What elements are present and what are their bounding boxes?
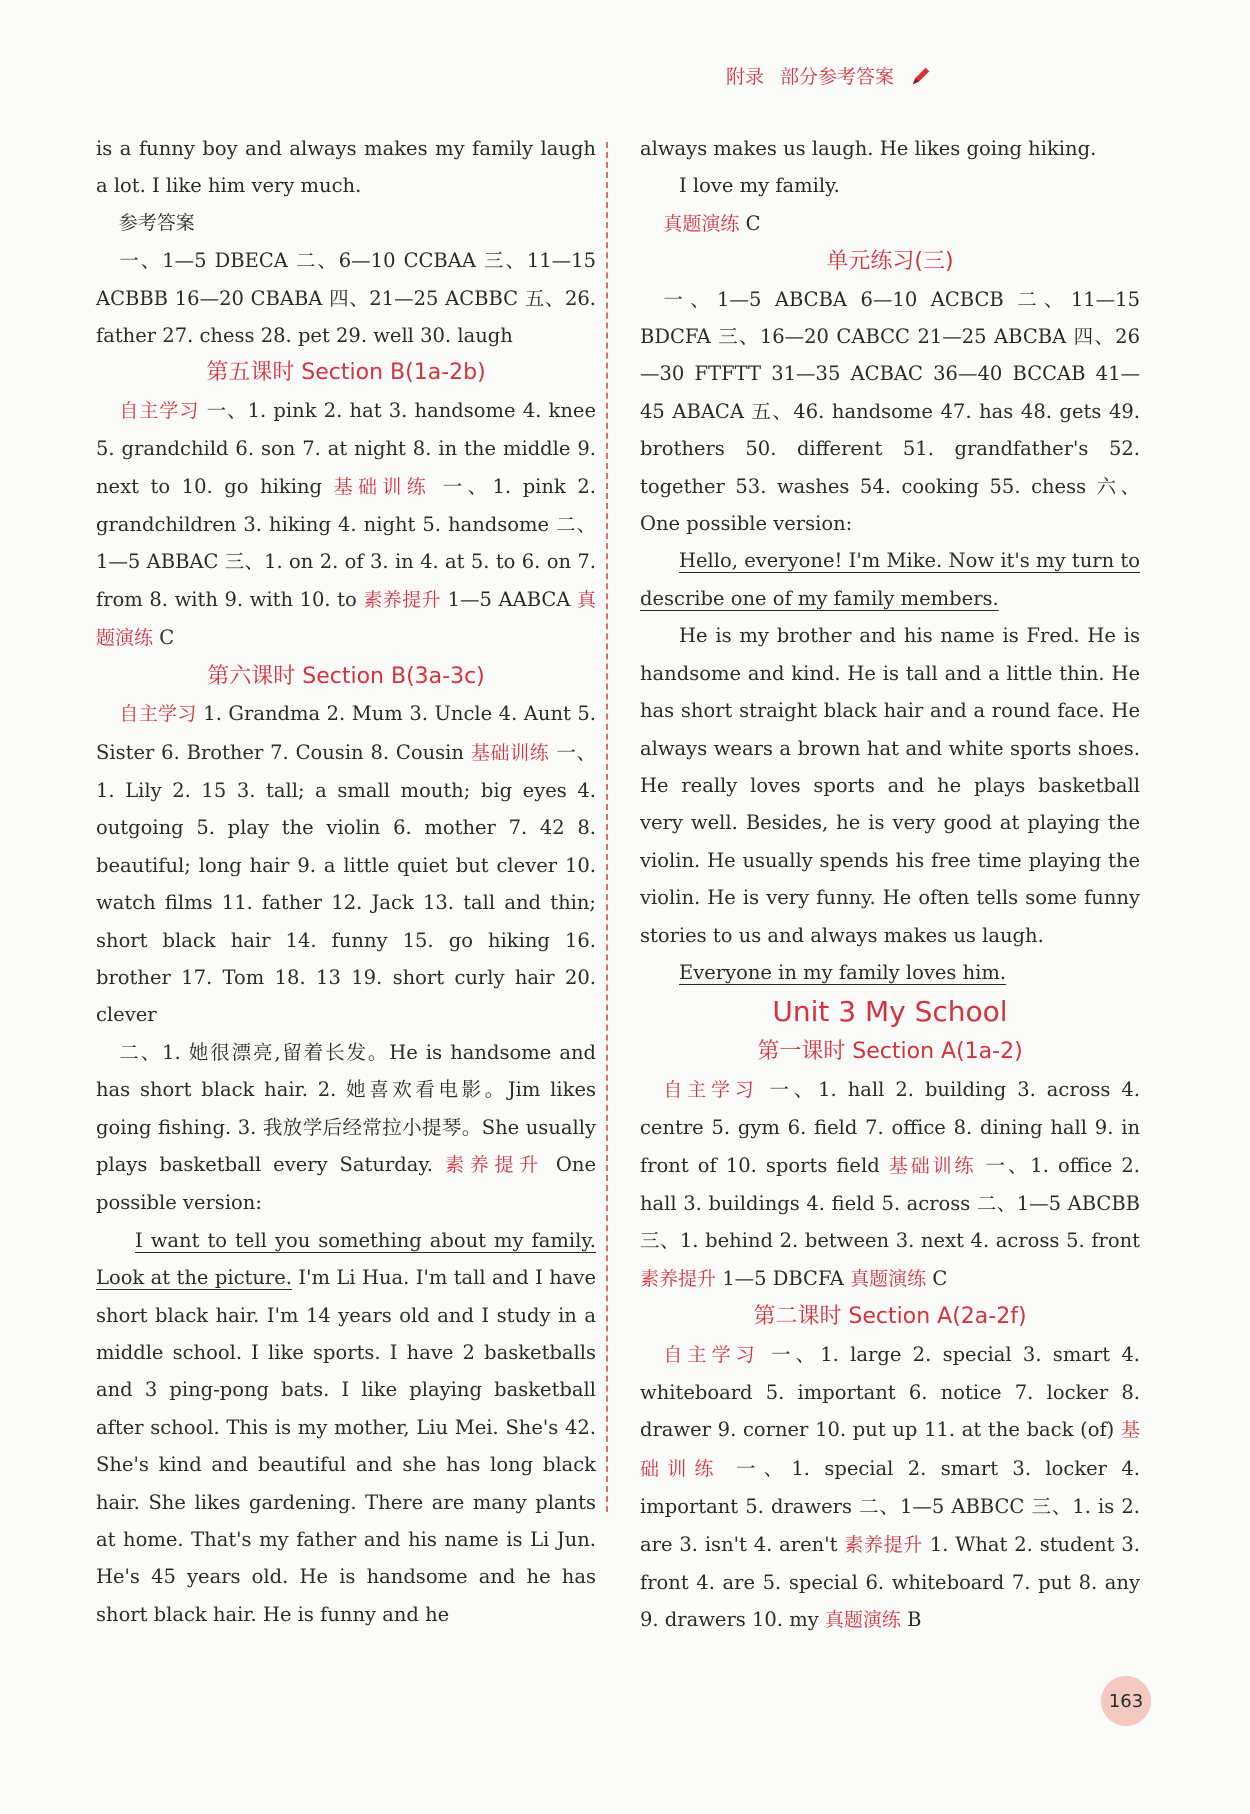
section6-translation — [96, 1034, 596, 1222]
page-number: 163 — [1101, 1676, 1151, 1726]
section6-translation-text: 二、1. 她很漂亮,留着长发。He is handsome and has short black hair. 2. 她喜欢看电影。Jim likes going fishing. 3. 我放学后经常拉小提琴。She usually plays basketball every Saturday. — [96, 1040, 596, 1176]
tag-exam-practice: 真题演练 — [663, 212, 740, 235]
right-love: I love my family. — [679, 174, 840, 198]
column-divider — [606, 142, 608, 1512]
right-intro: always makes us laugh. He likes going hiking. — [640, 137, 1097, 160]
left-essay-text: I'm Li Hua. I'm tall and I have short black hair. I'm 14 years old and I study in a middle school. I like sports. I have 2 basketballs and 3 ping-pong bats. I like playing basketball after school. This is my mother, Liu Mei. She's 42. She's kind and beautiful and she has long black hair. She likes gardening. There are many plants at home. That's my father and his name is Li Jun. He's 45 years old. He is handsome and he has short black hair. He is funny and he — [96, 1266, 596, 1626]
tag-basic-training: 基础训练 — [888, 1154, 977, 1177]
tag-exam-practice: 真题演练 — [824, 1609, 901, 1632]
right-exam-answer: C — [745, 211, 761, 235]
tag-basic-training: 基础训练 — [333, 475, 432, 498]
tag-self-study: 自主学习 — [663, 1343, 760, 1366]
ref-answer-title: 参考答案 — [118, 211, 195, 234]
tag-literacy: 素养提升 — [844, 1533, 923, 1556]
s2-self-study: 一、1. large 2. special 3. smart 4. whiteboard 5. important 6. notice 7. locker 8. drawer 9. corner 10. put up 11. at the back (of) — [640, 1342, 1140, 1442]
section5-exam: C — [159, 626, 175, 650]
s1-title: 第一课时 Section A(1a-2) — [757, 1039, 1023, 1065]
section6-body — [96, 695, 596, 1034]
page-header — [726, 62, 932, 89]
s1-body — [640, 1071, 1140, 1298]
tag-exam-practice: 真题演练 — [96, 588, 597, 650]
tag-literacy: 素养提升 — [444, 1153, 544, 1176]
unit-practice-title: 单元练习(三) — [826, 249, 954, 275]
right-essay-intro: Hello, everyone! I'm Mike. Now it's my turn to describe one of my family members. — [640, 549, 1140, 610]
header-title: 部分参考答案 — [779, 66, 894, 88]
tag-literacy: 素养提升 — [640, 1267, 717, 1290]
tag-self-study: 自主学习 — [119, 703, 197, 726]
s1-basic: 一、1. office 2. hall 3. buildings 4. field 5. across 二、1—5 ABCBB 三、1. behind 2. between 3. next 4. across 5. front — [640, 1153, 1140, 1253]
section5-basic: 一、1. pink 2. grandchildren 3. hiking 4. night 5. handsome 二、1—5 ABBAC 三、1. on 2. of 3. in 4. at 5. to 6. on 7. from 8. with 9. with 10. to — [96, 474, 596, 611]
s2-exam: B — [907, 1608, 922, 1632]
tag-literacy: 素养提升 — [363, 588, 442, 611]
right-essay-text: He is my brother and his name is Fred. He is handsome and kind. He is tall and a little thin. He has short straight black hair and a round face. He always wears a brown hat and white sports shoes. He really loves sports and he plays basketball very well. Besides, he is very good at playing the violin. He usually spends his free time playing the violin. He is very funny. He often tells some funny stories to us and always makes us laugh. — [640, 624, 1140, 947]
left-intro: is a funny boy and always makes my family laugh a lot. I like him very much. — [96, 137, 596, 198]
tag-self-study: 自主学习 — [119, 399, 200, 422]
section5-self-study: 一、1. pink 2. hat 3. handsome 4. knee 5. grandchild 6. son 7. at night 8. in the middle 9. next to 10. go hiking — [96, 398, 596, 498]
tag-basic-training: 基础训练 — [640, 1419, 1140, 1480]
section5-body — [96, 392, 596, 658]
s2-basic: 一、1. special 2. smart 3. locker 4. important 5. drawers 二、1—5 ABBCC 三、1. is 2. are 3. isn't 4. aren't — [640, 1456, 1140, 1556]
section6-self-study: 1. Grandma 2. Mum 3. Uncle 4. Aunt 5. Sister 6. Brother 7. Cousin 8. Cousin — [96, 702, 596, 764]
pen-icon — [910, 65, 932, 87]
right-essay-end: Everyone in my family loves him. — [679, 960, 1007, 984]
tag-basic-training: 基础训练 — [470, 741, 550, 764]
s2-literacy: 1. What 2. student 3. front 4. are 5. special 6. whiteboard 7. put 8. any 9. drawers 10. my — [640, 1532, 1140, 1632]
s1-self-study: 一、1. hall 2. building 3. across 4. centre 5. gym 6. field 7. office 8. dining hall 9. in front of 10. sports field — [640, 1077, 1141, 1177]
section5-literacy: 1—5 AABCA — [447, 587, 571, 611]
tag-self-study: 自主学习 — [663, 1078, 759, 1101]
right-exam — [640, 205, 1140, 243]
left-column — [96, 130, 596, 1633]
section5-title: 第五课时 Section B(1a-2b) — [206, 360, 486, 386]
section6-basic: 一、1. Lily 2. 15 3. tall; a small mouth; big eyes 4. outgoing 5. play the violin 6. mother 7. 42 8. beautiful; long hair 9. a little quiet but clever 10. watch films 11. father 12. Jack 13. tall and thin; short black hair 14. funny 15. go hiking 16. brother 17. Tom 18. 13 19. short curly hair 20. clever — [96, 740, 596, 1027]
s2-body — [640, 1336, 1140, 1640]
unit-practice-body: 一、1—5 ABCBA 6—10 ACBCB 二、11—15 BDCFA 三、16—20 CABCC 21—25 ABCBA 四、26—30 FTFTT 31—35 ACBAC 36—40 BCCAB 41—45 ABACA 五、46. handsome 47. has 48. gets 49. brothers 50. different 51. grandfather's 52. together 53. washes 54. cooking 55. chess 六、One possible version: — [640, 287, 1140, 536]
left-essay-intro: I want to tell you something about my family. Look at the picture. — [96, 1228, 596, 1290]
unit-title: Unit 3 My School — [772, 995, 1008, 1029]
s1-literacy: 1—5 DBCFA — [722, 1266, 844, 1290]
left-essay — [96, 1222, 596, 1633]
section6-version: One possible version: — [96, 1152, 596, 1215]
header-appendix: 附录 — [725, 66, 764, 88]
ref-answer-body: 一、1—5 DBECA 二、6—10 CCBAA 三、11—15 ACBBB 16—20 CBABA 四、21—25 ACBBC 五、26. father 27. chess 28. pet 29. well 30. laugh — [96, 249, 596, 348]
s1-exam: C — [932, 1266, 948, 1290]
s2-title: 第二课时 Section A(2a-2f) — [753, 1304, 1027, 1330]
right-column — [640, 130, 1140, 1640]
tag-exam-practice: 真题演练 — [850, 1267, 927, 1290]
section6-title: 第六课时 Section B(3a-3c) — [207, 663, 485, 689]
